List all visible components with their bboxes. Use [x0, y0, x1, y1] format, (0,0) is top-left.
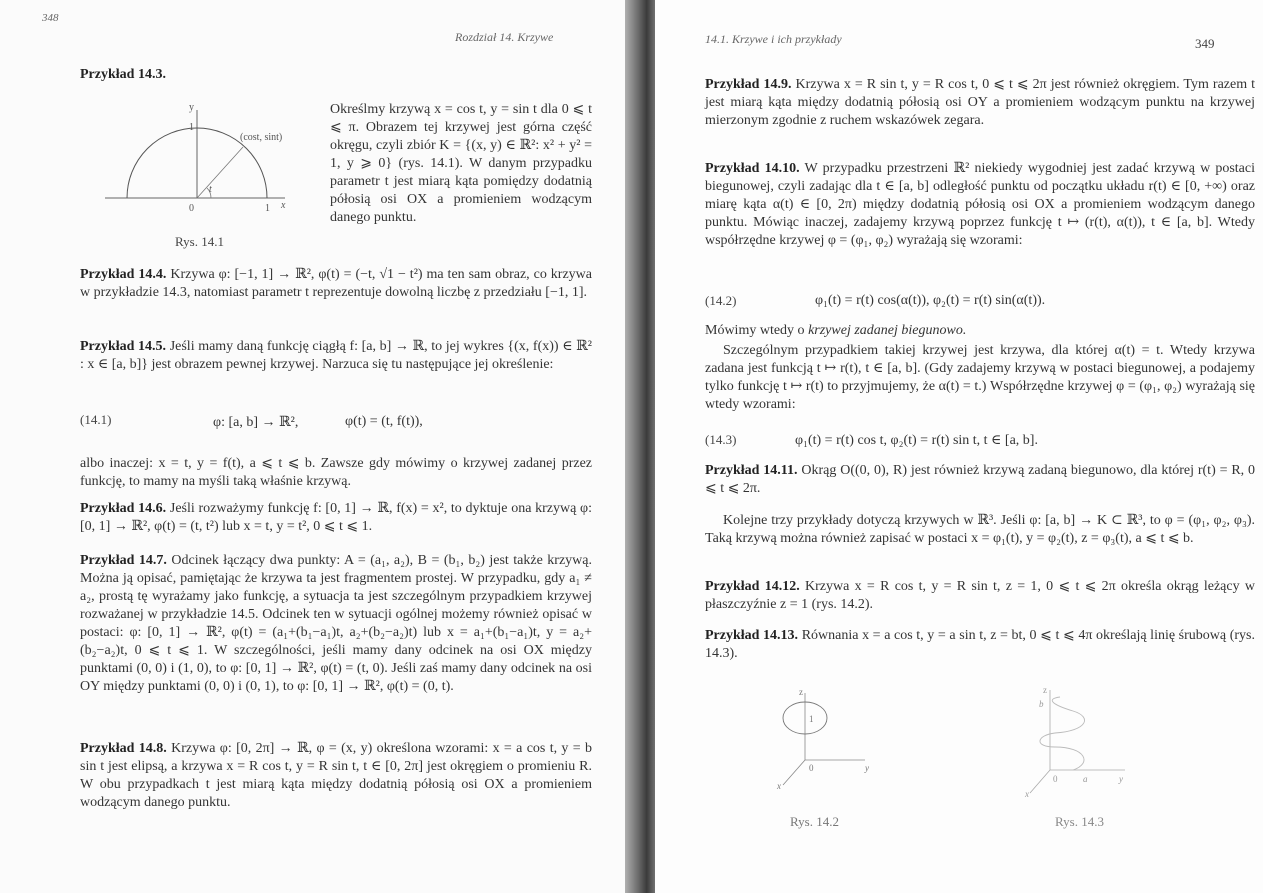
example-text: Określmy krzywą x = cos t, y = sin t dla 0 ⩽ t ⩽ π. Obrazem tej krzywej jest górna część okręgu, czyli zbiór K = {(x, y) ∈ ℝ²: x² + y² = 1, y ⩾ 0} (rys. 14.1). W danym przypadku parametr t jest miarą kąta pomiędzy dodatnią półosią osi OX a promieniem wodzącym danego punktu. [330, 102, 592, 225]
equation-right: φ(t) = (t, f(t)), [345, 414, 423, 429]
y-axis-label: y [189, 102, 194, 113]
running-head: 14.1. Krzywe i ich przykłady [705, 32, 842, 46]
radius-label: a [1083, 774, 1088, 784]
height-label: 1 [809, 714, 814, 724]
helix-curve [1040, 697, 1085, 770]
z-axis-label: z [1043, 685, 1047, 695]
page-number: 349 [1195, 36, 1215, 51]
example-text: Przykład 14.11. Okrąg O((0, 0), R) jest również krzywą zadaną biegunowo, dla której r(t) = R, 0 ⩽ t ⩽ 2π. [705, 463, 1256, 496]
figure-caption: Rys. 14.1 [175, 234, 224, 249]
example-text: Przykład 14.13. Równania x = a cos t, y = a sin t, z = bt, 0 ⩽ t ⩽ 4π określają linię śrubową (rys. 14.3). [705, 628, 1255, 661]
tick-label: 1 [189, 122, 194, 133]
figure-caption: Rys. 14.3 [1055, 814, 1104, 829]
equation-left: φ: [a, b] → ℝ², [213, 415, 299, 430]
left-page [0, 0, 625, 893]
equation-body: φ₁(t) = r(t) cos(α(t)), φ₂(t) = r(t) sin(α(t)). [815, 293, 1046, 308]
equation-number: (14.2) [705, 293, 737, 308]
running-head: Rozdział 14. Krzywe [455, 30, 554, 44]
page-number: 348 [42, 12, 59, 24]
x-axis-label: x [777, 781, 781, 791]
example-text: Przykład 14.9. Krzywa x = R sin t, y = R cos t, 0 ⩽ t ⩽ 2π jest również okręgiem. Tym razem t jest miarą kąta między dodatnią półosią osi OY a promieniem wodzącym punktu na krzywej mierzonym zgodnie z ruchem wskazówek zegara. [705, 77, 1256, 128]
x-axis-label: x [1025, 789, 1029, 799]
equation-body: φ₁(t) = r(t) cos t, φ₂(t) = r(t) sin t, t ∈ [a, b]. [795, 433, 1038, 448]
origin-label: 0 [1053, 774, 1058, 784]
example-text: Przykład 14.5. Jeśli mamy daną funkcję ciągłą f: [a, b] → ℝ, to jej wykres {(x, f(x)) ∈ ℝ² : x ∈ [a, b]} jest obrazem pewnej krzywej. Narzuca się tu następujące jej określenie: [80, 339, 592, 372]
point-label: (cost, sint) [240, 132, 283, 143]
angle-label: t [209, 184, 212, 195]
paragraph: Kolejne trzy przykłady dotyczą krzywych w ℝ³. Jeśli φ: [a, b] → K ⊂ ℝ³, to φ = (φ₁, φ₂, φ₃). Taką krzywą można również zapisać w postaci x = φ₁(t), y = φ₂(t), z = φ₃(t), a ⩽ t ⩽ b. [705, 513, 1255, 546]
right-page [655, 0, 1263, 893]
example-text: Przykład 14.8. Krzywa φ: [0, 2π] → ℝ, φ = (x, y) określona wzorami: x = a cos t, y = b sin t jest elipsą, a krzywa x = R cos t, y = R sin t, t ∈ [0, 2π] jest okręgiem o promieniu R. W obu przypadkach t jest miarą kąta między dodatnią półosią osi OX a promieniem wodzącym danego punktu. [80, 741, 592, 810]
tick-label: 1 [265, 203, 270, 214]
x-axis-label: x [281, 200, 286, 211]
paragraph: Mówimy wtedy o krzywej zadanej biegunowo. [705, 323, 967, 338]
y-axis-label: y [865, 763, 869, 773]
figure-caption: Rys. 14.2 [790, 814, 839, 829]
example-text: Przykład 14.12. Krzywa x = R cos t, y = R sin t, z = 1, 0 ⩽ t ⩽ 2π określa okrąg leżący w płaszczyźnie z = 1 (rys. 14.2). [705, 579, 1256, 612]
equation-number: (14.1) [80, 412, 112, 427]
example-text: Przykład 14.10. W przypadku przestrzeni ℝ² niekiedy wygodniej jest zadać krzywą w postaci biegunowej, czyli zadając dla t ∈ [a, b] odległość punktu od początku układu r(t) ∈ [0, +∞) oraz miarę kąta α(t) ∈ [0, 2π) między dodatnią półosią osi OX a promieniem wodzącym danego punktu. Mówiąc inaczej, zadajemy krzywą poprzez funkcję t ↦ (r(t), α(t)), t ∈ [a, b]. Wtedy współrzędne krzywej φ = (φ₁, φ₂) wyrażają się wzorami: [705, 161, 1255, 248]
x-axis [1030, 770, 1050, 793]
y-axis-label: y [1119, 774, 1123, 784]
equation-number: (14.3) [705, 432, 737, 447]
paragraph: albo inaczej: x = t, y = f(t), a ⩽ t ⩽ b. Zawsze gdy mówimy o krzywej zadanej przez funkcję, to mamy na myśli taką właśnie krzywą. [80, 456, 592, 489]
example-heading: Przykład 14.3. [80, 67, 166, 82]
z-axis-label: z [799, 687, 803, 697]
example-text: Przykład 14.4. Krzywa φ: [−1, 1] → ℝ², φ(t) = (−t, √1 − t²) ma ten sam obraz, co krzywa w przykładzie 14.3, natomiast parametr t reprezentuje dowolną liczbę z przedziału [−1, 1]. [80, 267, 592, 300]
origin-label: 0 [809, 763, 814, 773]
radius-vector [197, 147, 243, 198]
figure-14-2 [765, 685, 895, 805]
example-text: Przykład 14.7. Odcinek łączący dwa punkty: A = (a₁, a₂), B = (b₁, b₂) jest także krzywą. Można ją opisać, pamiętając że krzywa ta jest fragmentem prostej. W przypadku, gdy a₁ ≠ a₂, prostą tę wyrażamy jako funkcję, a sytuacja ta jest szczególnym przypadkiem krzywej rozważanej w przykładzie 14.5. Odcinek ten w sytuacji ogólnej możemy również opisać w postaci: φ: [0, 1] → ℝ², φ(t) = (a₁+(b₁−a₁)t, a₂+(b₂−a₂)t) lub x = a₁+(b₁−a₁)t, y = a₂+(b₂−a₂)t, 0 ⩽ t ⩽ 1. W szczególności, jeśli mamy dany odcinek na osi OX między punktami (0, 0) i (1, 0), to φ: [0, 1] → ℝ², φ(t) = (t, 0). Jeśli zaś mamy dany odcinek na osi OY między punktami (0, 0) i (0, 1), to φ: [0, 1] → ℝ², φ(t) = (0, t). [80, 553, 592, 694]
figure-14-3 [1015, 685, 1155, 805]
paragraph: Szczególnym przypadkiem takiej krzywej jest krzywa, dla której α(t) = t. Wtedy krzywa zadana jest funkcją t ↦ r(t), t ∈ [a, b]. (Gdy zadajemy krzywą w postaci biegunowej, a podajemy tylko funkcję t ↦ r(t) to przyjmujemy, że α(t) = t.) Współrzędne krzywej φ = (φ₁, φ₂) wyrażają się wtedy wzorami: [705, 343, 1255, 412]
pitch-label: b [1039, 699, 1044, 709]
origin-label: 0 [189, 203, 194, 214]
example-text: Przykład 14.6. Jeśli rozważymy funkcję f: [0, 1] → ℝ, f(x) = x², to dyktuje ona krzywą φ: [0, 1] → ℝ², φ(t) = (t, t²) lub x = t, y = t², 0 ⩽ t ⩽ 1. [80, 501, 593, 534]
x-axis [783, 760, 805, 785]
